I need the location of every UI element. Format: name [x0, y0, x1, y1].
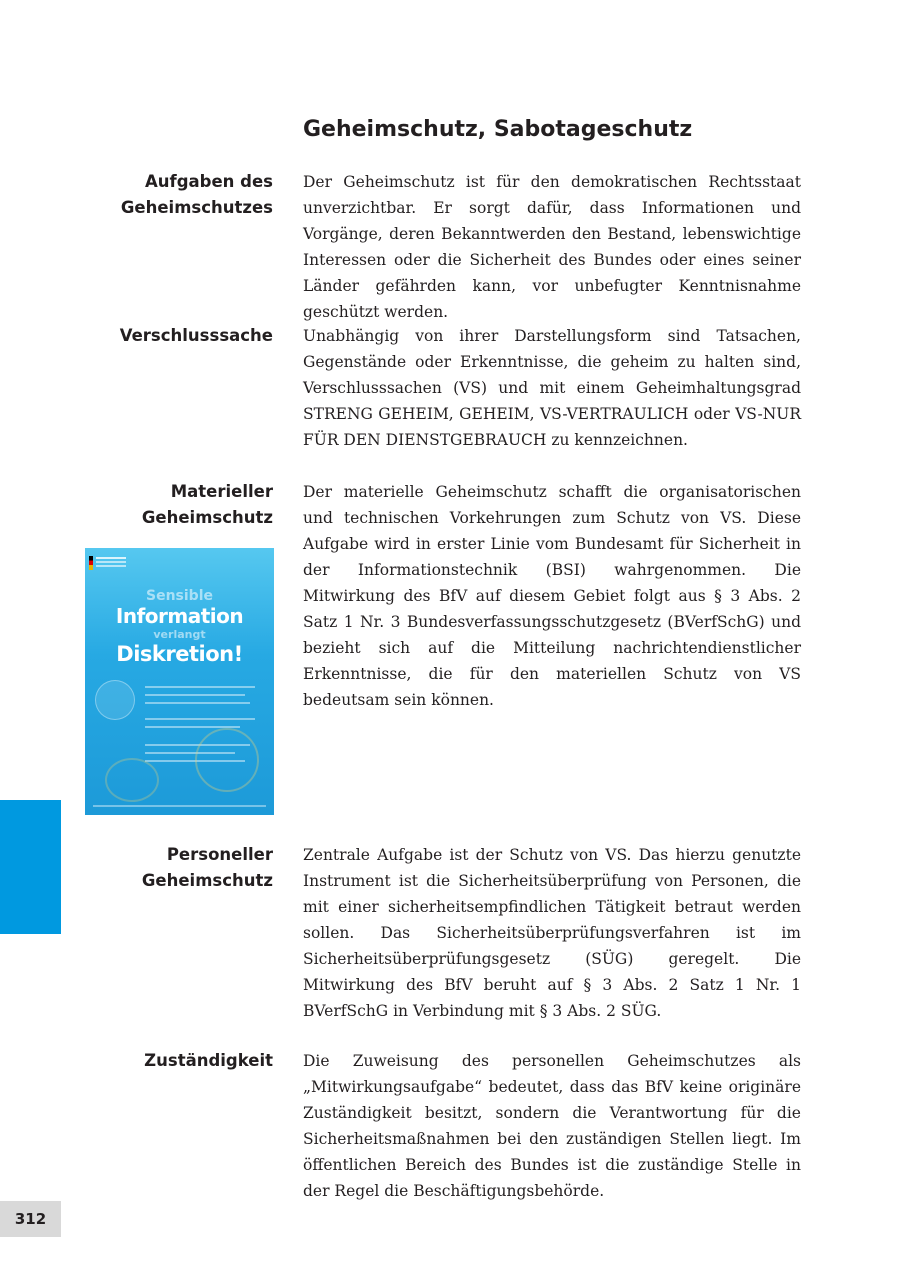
section-label-line: Materieller: [170, 482, 273, 501]
logo-text-decoration: [96, 557, 126, 559]
section-text-materieller-geheimschutz: Der materielle Geheimschutz schafft die organisatorischen und technischen Vorkehrungen zum Schutz von VS. Diese Aufgabe wird in erster Linie vom Bundesamt für Sicherheit in der Informationstechnik (BSI) wahrgenommen. Die Mitwirkung des BfV auf diesem Gebiet folgt aus § 3 Abs. 2 Satz 1 Nr. 3 Bundesverfassungsschutzgesetz (BVerfSchG) und bezieht sich auf die Mitteilung nachrichtendienstlicher Erkenntnisse, die für den materiellen Schutz von VS bedeutsam sein können.: [303, 483, 801, 709]
section-label-zustaendigkeit: [60, 1048, 273, 1074]
poster-footer-line: [93, 805, 266, 807]
poster-text-line: [145, 694, 245, 696]
section-text-zustaendigkeit: Die Zuweisung des personellen Geheimschutzes als „Mitwirkungsaufgabe“ bedeutet, dass das BfV keine originäre Zuständigkeit besitzt, sondern die Verantwortung für die Sicherheitsmaßnahmen bei den zuständigen Stellen liegt. Im öffentlichen Bereich des Bundes ist die zuständige Stelle in der Regel die Beschäftigungsbehörde.: [303, 1052, 801, 1200]
section-text-aufgaben: Der Geheimschutz ist für den demokratischen Rechtsstaat unverzichtbar. Er sorgt dafür, dass Informationen und Vorgänge, deren Bekanntwerden den Bestand, lebenswichtige Interessen oder die Sicherheit des Bundes oder eines seiner Länder gefährden kann, vor unbefugter Kenntnisnahme geschützt werden.: [303, 173, 801, 321]
section-label-line: Zuständigkeit: [144, 1051, 273, 1070]
section-label-line: Personeller: [166, 845, 273, 864]
poster-image: [85, 548, 274, 815]
poster-text-line: [145, 686, 255, 688]
federal-eagle-logo-icon: [89, 556, 93, 570]
section-label-line: Verschlusssache: [119, 326, 273, 345]
section-label-line: Geheimschutz: [141, 508, 273, 527]
section-label-line: Aufgaben des: [145, 172, 273, 191]
poster-line: verlangt: [153, 628, 206, 641]
poster-swirl-graphic: [105, 758, 159, 802]
poster-line: Information: [115, 604, 244, 628]
section-label-materieller-geheimschutz: [60, 479, 273, 531]
poster-line: Diskretion!: [116, 642, 243, 666]
section-label-line: Geheimschutzes: [120, 198, 273, 217]
poster-text-line: [145, 702, 250, 704]
chapter-tab-marker: [0, 800, 61, 934]
poster-line: Sensible: [146, 588, 213, 604]
section-text-verschlusssache: Unabhängig von ihrer Darstellungsform sind Tatsachen, Gegenstände oder Erkenntnisse, die geheim zu halten sind, Verschlusssachen (VS) und mit einem Geheimhaltungsgrad STRENG GEHEIM, GEHEIM, VS-VERTRAULICH oder VS-NUR FÜR DEN DIENSTGEBRAUCH zu kennzeichnen.: [303, 327, 801, 449]
page-number: 312: [0, 1201, 61, 1237]
section-label-aufgaben: [60, 169, 273, 221]
poster-circle-graphic: [95, 680, 135, 720]
page-title: Geheimschutz, Sabotageschutz: [303, 117, 693, 142]
section-text-personeller-geheimschutz: Zentrale Aufgabe ist der Schutz von VS. Das hierzu genutzte Instrument ist die Sicherheitsüberprüfung von Personen, die mit einer sicherheitsempfindlichen Tätigkeit betraut werden sollen. Das Sicherheitsüberprüfungsverfahren ist im Sicherheitsüberprüfungsgesetz (SÜG) geregelt. Die Mitwirkung des BfV beruht auf § 3 Abs. 2 Satz 1 Nr. 1 BVerfSchG in Verbindung mit § 3 Abs. 2 SÜG.: [303, 846, 801, 1020]
poster-swirl-graphic: [195, 728, 259, 792]
section-label-verschlusssache: [60, 323, 273, 349]
poster-text-line: [145, 718, 255, 720]
section-label-personeller-geheimschutz: [60, 842, 273, 894]
section-label-line: Geheimschutz: [141, 871, 273, 890]
